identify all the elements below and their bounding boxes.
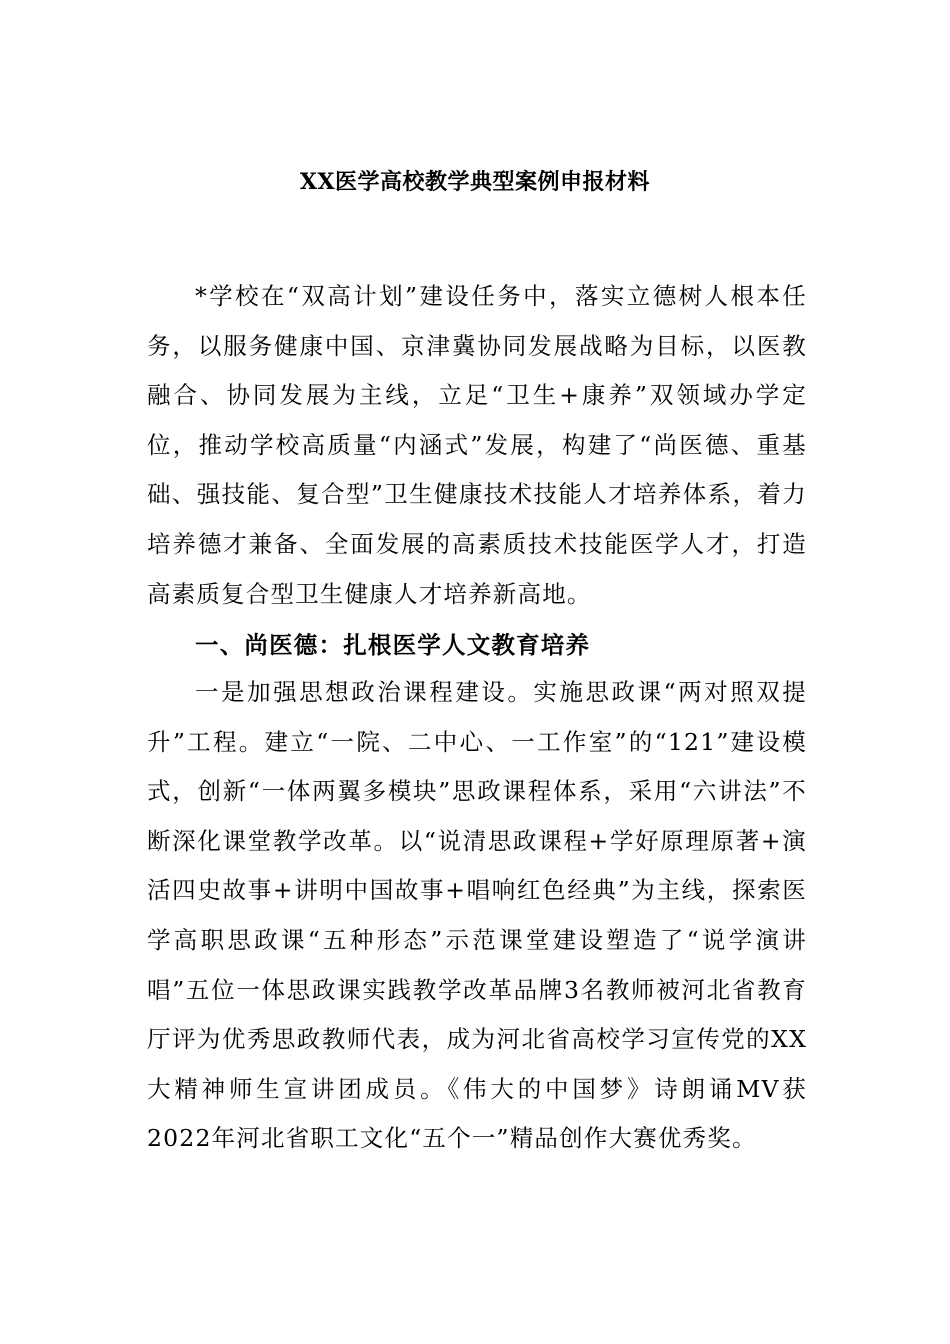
document-title: XX医学高校教学典型案例申报材料 (299, 169, 651, 195)
intro-paragraph: *学校在“双高计划”建设任务中，落实立德树人根本任务，以服务健康中国、京津冀协同发展战略为目标，以医教融合、协同发展为主线，立足“卫生+康养”双领域办学定位，推动学校高质量“内涵式”发展，构建了“尚医德、重基础、强技能、复合型”卫生健康技术技能人才培养体系，着力培养德才兼备、全面发展的高素质技术技能医学人才，打造高素质复合型卫生健康人才培养新高地。 (147, 282, 807, 608)
section-heading: 一、尚医德：扎根医学人文教育培养 (195, 631, 591, 659)
section-paragraph: 一是加强思想政治课程建设。实施思政课“两对照双提升”工程。建立“一院、二中心、一工作室”的“121”建设模式，创新“一体两翼多模块”思政课程体系，采用“六讲法”不断深化课堂教学改革。以“说清思政课程+学好原理原著+演活四史故事+讲明中国故事+唱响红色经典”为主线，探索医学高职思政课“五种形态”示范课堂建设塑造了“说学演讲唱”五位一体思政课实践教学改革品牌3名教师被河北省教育厅评为优秀思政教师代表，成为河北省高校学习宣传党的XX大精神师生宣讲团成员。《伟大的中国梦》诗朗诵MV获2022年河北省职工文化“五个一”精品创作大赛优秀奖。 (147, 678, 807, 1153)
